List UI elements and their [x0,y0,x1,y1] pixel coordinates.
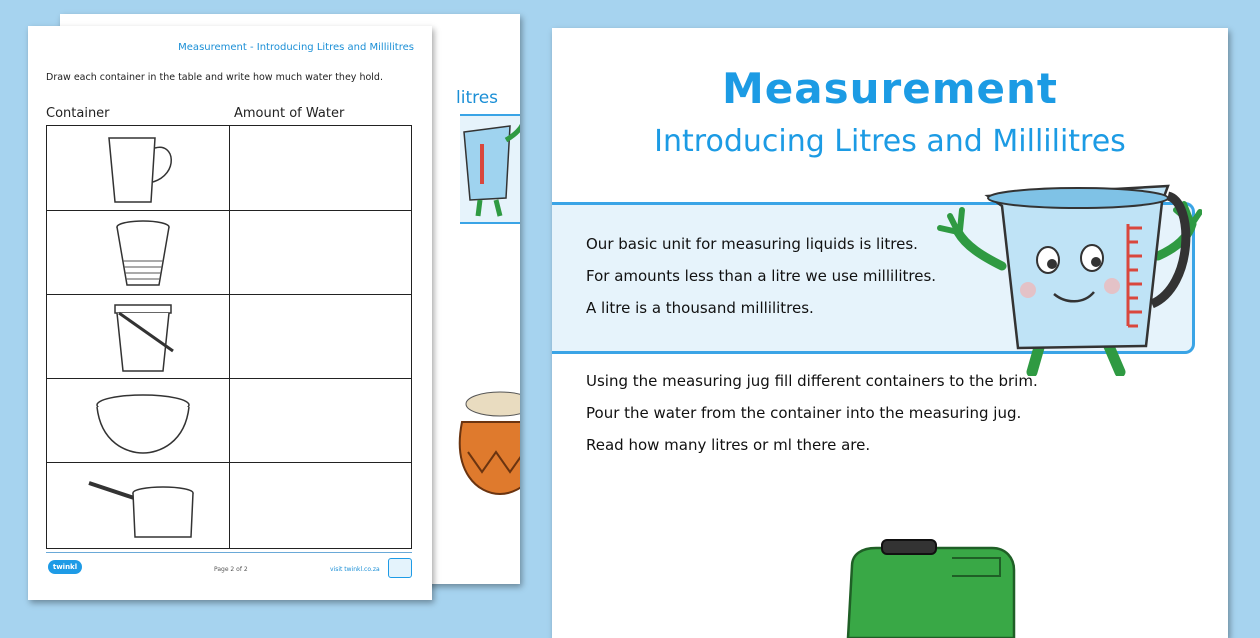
bowl-icon [87,383,197,459]
page-number: Page 2 of 2 [214,566,248,573]
poster-subtitle: Introducing Litres and Millilitres [654,124,1126,159]
column-header-amount: Amount of Water [234,106,345,121]
table-row [47,126,411,210]
container-table [46,125,412,549]
footer-rule [46,552,412,553]
plastic-cup-icon [87,215,197,291]
worksheet-header: Measurement - Introducing Litres and Millilitres [178,42,414,53]
poster-title: Measurement [722,64,1058,113]
back-info-box [460,114,520,224]
measuring-jug-character-icon [460,116,520,222]
info-line: For amounts less than a litre we use millilitres. [586,267,937,285]
instruction-line: Pour the water from the container into the measuring jug. [586,404,1022,422]
column-header-container: Container [46,106,110,121]
measuring-jug-character-icon [932,176,1202,376]
mug-icon [87,130,197,206]
table-row [47,378,411,463]
footer-url: visit twinkl.co.za [330,566,380,573]
worksheet-instruction: Draw each container in the table and write how much water they hold. [46,72,383,83]
clay-pot-icon [458,382,520,498]
info-line: A litre is a thousand millilitres. [586,299,814,317]
worksheet-page [28,26,432,600]
table-row [47,210,411,295]
bucket-icon [87,299,197,375]
poster-page [552,28,1228,638]
table-row [47,294,411,379]
footer-badge-icon [388,558,412,578]
instruction-line: Read how many litres or ml there are. [586,436,871,454]
back-page-title-fragment: litres [456,88,499,108]
instruction-line: Using the measuring jug fill different containers to the brim. [586,372,1038,390]
table-row [47,462,411,547]
info-line: Our basic unit for measuring liquids is litres. [586,235,918,253]
jerry-can-icon [842,536,1022,638]
twinkl-logo: twinkl [48,560,82,574]
saucepan-icon [87,467,197,543]
